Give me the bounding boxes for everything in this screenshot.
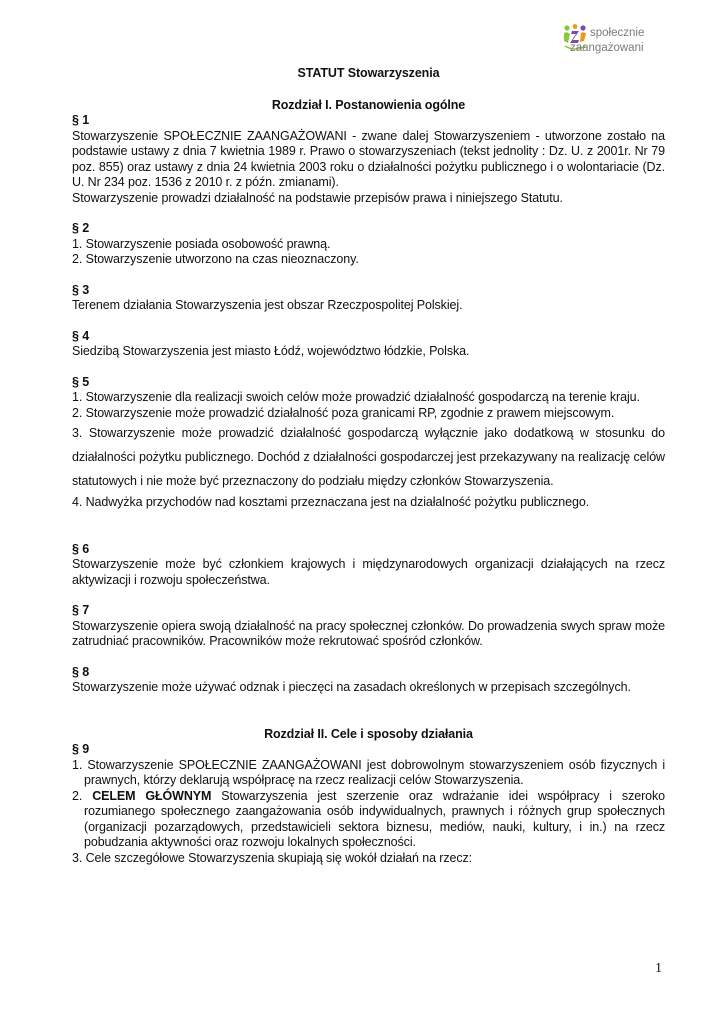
logo-word-1: społecznie — [590, 27, 645, 39]
section-1-paragraph-1: Stowarzyszenie SPOŁECZNIE ZAANGAŻOWANI - zwane dalej Stowarzyszeniem - utworzone zostało na podstawie ustawy z dnia 7 kwietnia 1989 r. Prawo o stowarzyszeniach (tekst jednolity : Dz. U. z 2001r. Nr 79 poz. 855) oraz ustawy z dnia 24 kwietnia 2003 roku o działalności pożytku publicznego i o wolontariacie (Dz. U. Nr 234 poz. 1536 z 2010 r. z późn. zmianami). — [72, 128, 665, 189]
section-5-item: 1. Stowarzyszenie dla realizacji swoich celów może prowadzić działalność gospodarczą na terenie kraju. — [72, 390, 640, 404]
section-1-paragraph-2: Stowarzyszenie prowadzi działalność na podstawie przepisów prawa i niniejszego Statutu. — [72, 190, 563, 205]
section-8-heading: § 8 — [72, 664, 90, 679]
section-3-heading: § 3 — [72, 282, 90, 297]
section-9-item-3: 3. Cele szczegółowe Stowarzyszenia skupiają się wokół działań na rzecz: — [72, 850, 473, 865]
section-2-item: 1. Stowarzyszenie posiada osobowość prawną. — [72, 236, 331, 251]
section-9-item-2-text: Stowarzyszenia jest szerzenie oraz wdrażanie idei współpracy i szeroko rozumianego społecznego zaangażowania osób indywidualnych, prawnych i różnych grup społecznych (organizacji pozarządowych, przedstawicieli sektora biznesu, mediów, nauki, kultury, i in.) na rzecz pobudzania aktywności oraz rozwoju lokalnych społeczności. — [84, 788, 665, 849]
section-7-text: Stowarzyszenie opiera swoją działalność na pracy społecznej członków. Do prowadzenia swych spraw może zatrudniać pracowników. Pracowników może rekrutować spośród członków. — [72, 618, 665, 648]
chapter-2-heading: Rozdział II. Cele i sposoby działania — [264, 726, 473, 741]
section-4-text: Siedzibą Stowarzyszenia jest miasto Łódź, województwo łódzkie, Polska. — [72, 344, 470, 358]
section-9-heading: § 9 — [72, 742, 90, 756]
section-9-item-2-number: 2. — [72, 788, 93, 803]
section-9-main-goal-label: CELEM GŁÓWNYM — [92, 788, 212, 803]
section-6-text: Stowarzyszenie może być członkiem krajowych i międzynarodowych organizacji działających na rzecz aktywizacji i rozwoju społeczeństwa. — [72, 557, 665, 587]
page-number: 1 — [655, 961, 662, 976]
section-3-text: Terenem działania Stowarzyszenia jest obszar Rzeczpospolitej Polskiej. — [72, 298, 463, 312]
section-9-item-1: 1. Stowarzyszenie SPOŁECZNIE ZAANGAŻOWANI jest dobrowolnym stowarzyszeniem osób fizycznych i prawnych, którzy deklarują współpracę na rzecz realizacji celów Stowarzyszenia. — [72, 757, 665, 787]
logo-word-2: zaangażowani — [570, 42, 644, 54]
section-2-heading: § 2 — [72, 221, 90, 235]
section-5-item: 2. Stowarzyszenie może prowadzić działalność poza granicami RP, zgodnie z prawem miejscowym. — [72, 405, 615, 420]
section-5-item: 4. Nadwyżka przychodów nad kosztami przeznaczana jest na działalność pożytku publicznego. — [72, 495, 590, 509]
section-8-text: Stowarzyszenie może używać odznak i pieczęci na zasadach określonych w przepisach szczególnych. — [72, 680, 631, 694]
section-1-heading: § 1 — [72, 113, 90, 127]
section-5-heading: § 5 — [72, 374, 90, 389]
section-2-item: 2. Stowarzyszenie utworzono na czas nieoznaczony. — [72, 252, 359, 266]
logo — [562, 24, 670, 60]
document-title: STATUT Stowarzyszenia — [297, 66, 440, 80]
section-7-heading: § 7 — [72, 603, 90, 617]
chapter-1-heading: Rozdział I. Postanowienia ogólne — [271, 97, 466, 112]
section-4-heading: § 4 — [72, 328, 90, 343]
document-body — [72, 66, 665, 866]
section-5-item: 3. Stowarzyszenie może prowadzić działalność gospodarczą wyłącznie jako dodatkową w stosunku do działalności pożytku publicznego. Dochód z działalności gospodarczej jest przekazywany na realizację celów statutowych i nie może być przeznaczony do podziału między członków Stowarzyszenia. — [72, 426, 665, 488]
section-9-item-2 — [72, 789, 665, 851]
section-6-heading: § 6 — [72, 541, 90, 556]
